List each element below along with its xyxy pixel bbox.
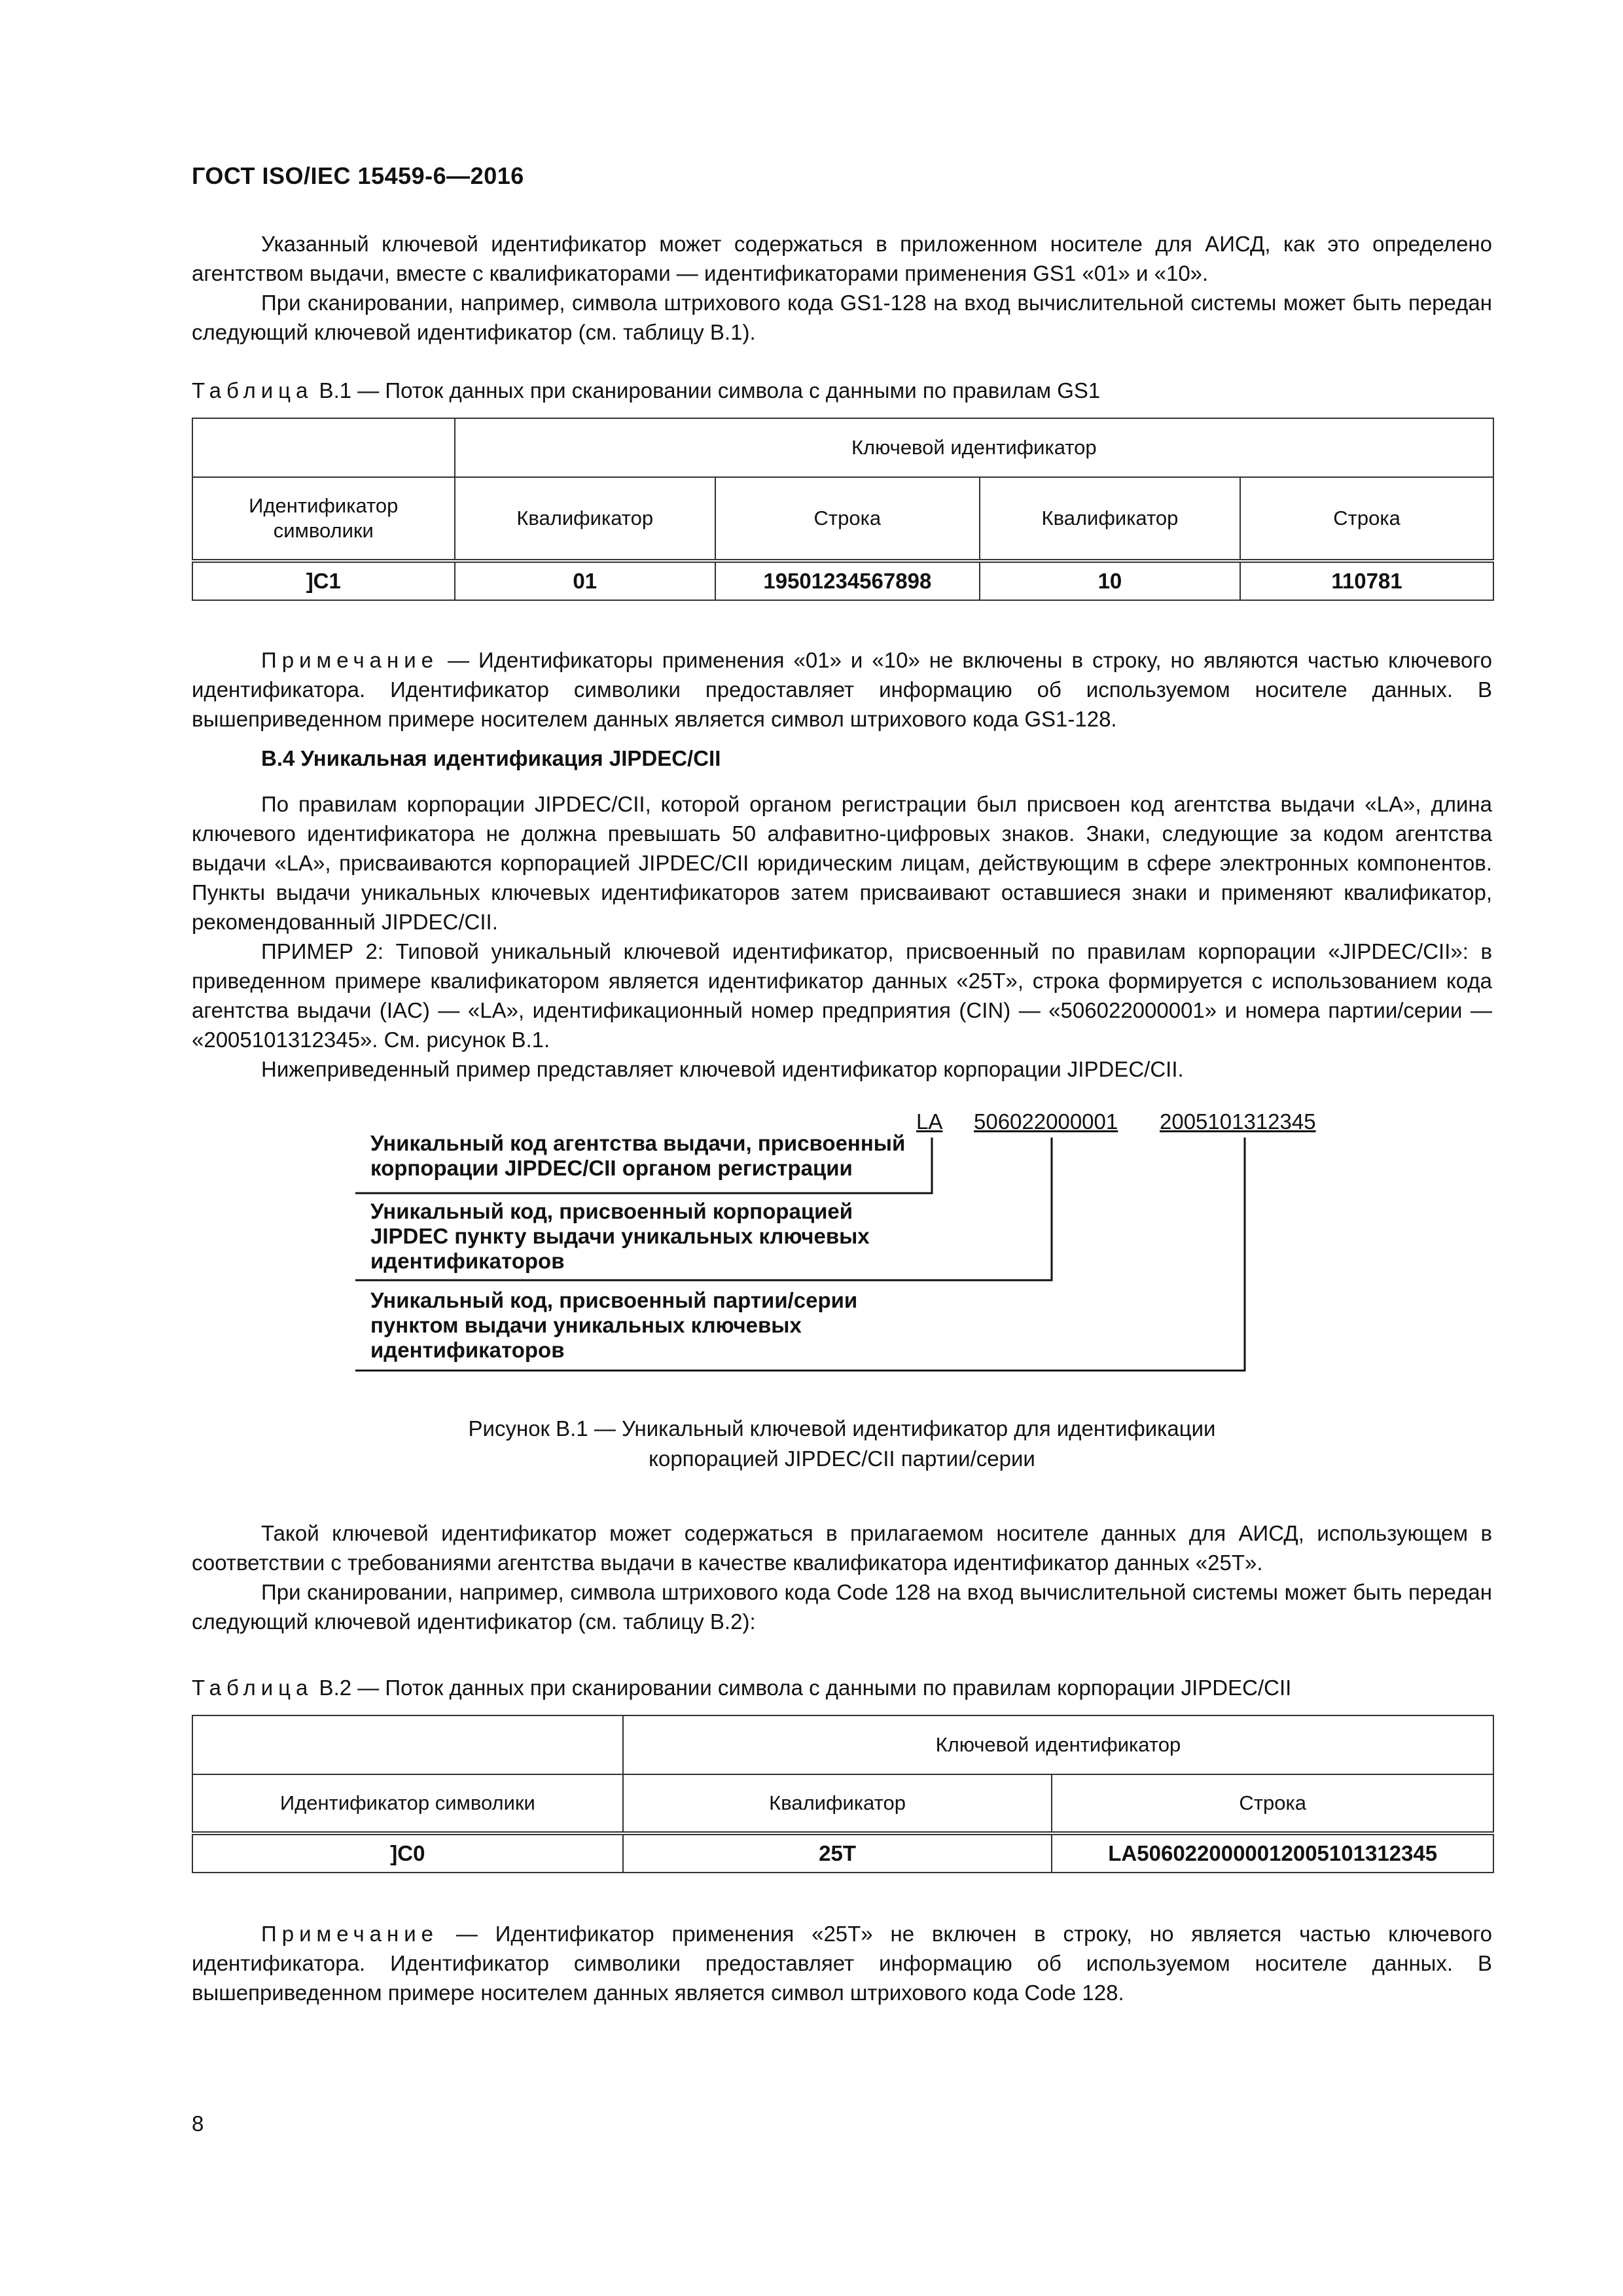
table1-caption-text: В.1 — Поток данных при сканировании символа с данными по правилам GS1: [313, 378, 1101, 403]
table-b2: [192, 1715, 1494, 1873]
after-paragraph-1: Такой ключевой идентификатор может содержаться в прилагаемом носителе данных для АИСД, использующем в соответствии с требованиями агентства выдачи в качестве квалификатора идентификатор данных «25T».: [192, 1521, 1492, 1575]
document-header: ГОСТ ISO/IEC 15459-6—2016: [192, 162, 524, 189]
table1-cell-string-2: 110781: [1240, 561, 1493, 600]
section-paragraph-3: Нижеприведенный пример представляет ключевой идентификатор корпорации JIPDEC/CII.: [261, 1057, 1184, 1081]
table1-caption-label: Таблица: [192, 378, 313, 403]
note2-label: Примечание: [261, 1922, 439, 1946]
table2-caption-label: Таблица: [192, 1676, 313, 1700]
table1-header-symbology: Идентификатор символики: [192, 477, 455, 561]
table2-group-header: Ключевой идентификатор: [623, 1715, 1493, 1774]
table2-empty-cell: [192, 1715, 623, 1774]
figure-code-la: LA: [916, 1109, 943, 1134]
table2-cell-symbology: ]C0: [192, 1833, 623, 1873]
figure-label-cin: Уникальный код, присвоенный корпорацией JIPDEC пункту выдачи уникальных ключевых идентификаторов: [370, 1199, 870, 1273]
table2-cell-string: LA5060220000012005101312345: [1052, 1833, 1493, 1873]
after-text: [192, 1518, 1492, 1636]
table1-header-string-2: Строка: [1240, 477, 1493, 561]
figure-label-lot: Уникальный код, присвоенный партии/серии пунктом выдачи уникальных ключевых идентификаторов: [370, 1288, 858, 1362]
after-paragraph-2: При сканировании, например, символа штрихового кода Code 128 на вход вычислительной системы может быть передан следующий ключевой идентификатор (см. таблицу В.2):: [192, 1580, 1492, 1634]
table2-caption: [192, 1673, 1291, 1702]
table1-header-string-1: Строка: [715, 477, 980, 561]
intro-paragraph-1: Указанный ключевой идентификатор может содержаться в приложенном носителе для АИСД, как это определено агентством выдачи, вместе с квалификаторами — идентификаторами применения GS1 «01» и «10».: [192, 232, 1492, 285]
note1-label: Примечание: [261, 648, 439, 672]
table1-header-qualifier-1: Квалификатор: [455, 477, 715, 561]
table1-cell-symbology: ]C1: [192, 561, 455, 600]
table2-header-qualifier: Квалификатор: [623, 1774, 1052, 1833]
table1-cell-qualifier-1: 01: [455, 561, 715, 600]
table-row: [192, 1833, 1493, 1873]
note1-text: — Идентификаторы применения «01» и «10» не включены в строку, но являются частью ключевого идентификатора. Идентификатор символики предоставляет информацию об используемом носителе данных. В вышеприведенном примере носителем данных является символ штрихового кода GS1-128.: [192, 648, 1492, 731]
table2-header-string: Строка: [1052, 1774, 1493, 1833]
table1-group-header: Ключевой идентификатор: [455, 418, 1493, 477]
figure-label-agency: Уникальный код агентства выдачи, присвоенный корпорации JIPDEC/CII органом регистрации: [370, 1131, 906, 1180]
note2-text: — Идентификатор применения «25T» не включен в строку, но является частью ключевого идентификатора. Идентификатор символики предоставляет информацию об используемом носителе данных. В вышеприведенном примере носителем данных является символ штрихового кода Code 128.: [192, 1922, 1492, 2005]
section-paragraph-2: ПРИМЕР 2: Типовой уникальный ключевой идентификатор, присвоенный по правилам корпорации «JIPDEC/CII»: в приведенном примере квалификатором является идентификатор данных «25T», строка формируется с использованием кода агентства выдачи (IAC) — «LA», идентификационный номер предприятия (CIN) — «506022000001» и номера партии/серии — «2005101312345». См. рисунок В.1.: [192, 939, 1492, 1052]
figure-code-cin: 506022000001: [974, 1109, 1118, 1134]
note2: [192, 1919, 1492, 2007]
table2-cell-qualifier: 25T: [623, 1833, 1052, 1873]
page-number: 8: [192, 2111, 204, 2136]
table1-cell-qualifier-2: 10: [980, 561, 1240, 600]
intro-paragraph-2: При сканировании, например, символа штрихового кода GS1-128 на вход вычислительной системы может быть передан следующий ключевой идентификатор (см. таблицу В.1).: [192, 291, 1492, 344]
figure-caption: Рисунок В.1 — Уникальный ключевой идентификатор для идентификации корпорацией JIPDEC/CII партии/серии: [468, 1416, 1216, 1471]
section-paragraph-1: По правилам корпорации JIPDEC/CII, которой органом регистрации был присвоен код агентства выдачи «LA», длина ключевого идентификатора не должна превышать 50 алфавитно-цифровых знаков. Знаки, следующие за кодом агентства выдачи «LA», присваиваются корпорацией JIPDEC/CII юридическим лицам, действующим в сфере электронных компонентов. Пункты выдачи уникальных ключевых идентификаторов затем присваивают оставшиеся знаки и применяют квалификатор, рекомендованный JIPDEC/CII.: [192, 792, 1492, 934]
table2-caption-text: В.2 — Поток данных при сканировании символа с данными по правилам корпорации JIPDEC/CII: [313, 1676, 1292, 1700]
table1-cell-string-1: 19501234567898: [715, 561, 980, 600]
table2-header-symbology: Идентификатор символики: [192, 1774, 623, 1833]
figure-code-lot: 2005101312345: [1160, 1109, 1316, 1134]
table1-header-qualifier-2: Квалификатор: [980, 477, 1240, 561]
section-heading: В.4 Уникальная идентификация JIPDEC/CII: [261, 746, 721, 770]
